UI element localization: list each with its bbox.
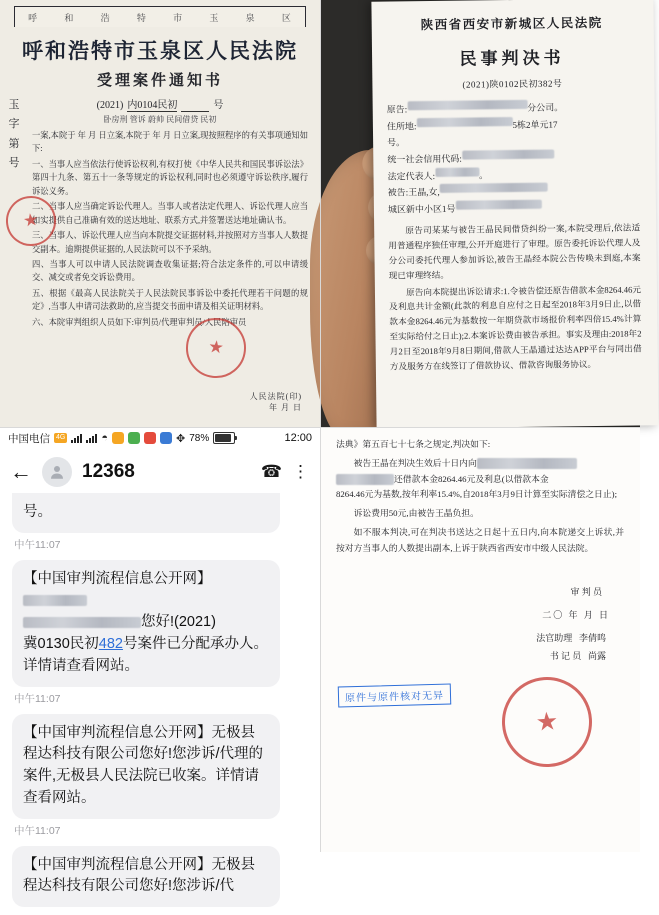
message-bubble[interactable] xyxy=(12,560,280,687)
party-row-defendant-address xyxy=(388,198,640,218)
judgment2-paragraph-0: 法典》第五百七十七条之规定,判决如下: xyxy=(336,439,491,449)
signal-strength-icon-2 xyxy=(86,433,97,443)
judgment-paragraph-0: 原告司某某与被告王晶民间借贷纠纷一案,本院受理后,依法适用普通程序独任审理,公开开庭进行了审理。原告委托诉讼代理人及分公司委托代理人参加诉讼,被告王晶经本院公告传唤未到庭,本案现已审理终结。 xyxy=(388,222,641,281)
bluetooth-icon: ✥ xyxy=(176,432,186,445)
signal-strength-icon xyxy=(71,433,82,443)
message-text: 【中国审判流程信息公开网】无极县程达科技有限公司您好!您涉诉/代 xyxy=(23,856,255,895)
judgment-date-line: 二〇 年 月 日 xyxy=(542,609,610,620)
message-thread[interactable] xyxy=(0,495,320,915)
footer-value-0: 李倩鸣 xyxy=(578,632,606,643)
judgment-paragraph-1: 原告向本院提出诉讼请求:1.令被告偿还原告借款本金8264.46元及利息共计金额(此款的利息自应付之日起至2018年3月9日止,以借款本金8264.46元为基数按一年期贷款市场报价利率四倍15.4%计算至实际给付之日止);2.本案诉讼费由被告承担。事实及理由:2018年2月2日至2018年9月8日期间,借款人王晶通过达达APP平台与同出借方及服务方在线签订了借款协议、借款咨询服务协议。 xyxy=(389,284,642,372)
status-bar xyxy=(0,427,320,449)
message-text-2: 冀0130民初 xyxy=(23,636,99,652)
court-seal-red-icon xyxy=(499,674,595,770)
notice-paragraph-0: 一案,本院于 年 月 日立案,本院于 年 月 日立案,现按照程序的有关事项通知如下: xyxy=(32,131,308,154)
court-name-header: 陕西省西安市新城区人民法院 xyxy=(420,15,603,33)
footer-label-0: 法官助理 xyxy=(536,632,573,643)
notice-footer-date: 年 月 日 xyxy=(269,403,302,412)
judgment2-text-defendant: 被告王晶在判决生效后十日内向 xyxy=(353,457,477,468)
footer-value-1: 尚露 xyxy=(587,650,606,661)
footer-row-assistant xyxy=(336,629,606,647)
judgment-footer xyxy=(336,629,624,665)
party-suffix-4: 。 xyxy=(478,169,489,180)
judgment-document-page2 xyxy=(320,427,640,852)
notice-footer-court: 人民法院(印) xyxy=(249,392,302,401)
message-prefix: 【中国审判流程信息公开网】 xyxy=(23,570,212,587)
message-bubble[interactable] xyxy=(12,714,280,819)
party-label-1: 住所地: xyxy=(386,120,417,132)
message-bubble[interactable] xyxy=(12,493,280,533)
notice-paragraph-2: 二、当事人应当确定诉讼代理人。当事人或者法定代理人、诉讼代理人应当如实提供自己准确有效的送达地址、联系方式,并签署送达地址确认书。 xyxy=(32,202,308,225)
case-number-link[interactable]: 482 xyxy=(98,636,123,652)
notice-footer xyxy=(0,391,320,413)
header-char-0: 呼 xyxy=(28,12,39,23)
app-badge-icon-3 xyxy=(144,432,156,444)
header-char-2: 浩 xyxy=(100,12,111,23)
clock-label: 12:00 xyxy=(284,432,312,444)
notice-body xyxy=(10,129,310,329)
panel-sms-app xyxy=(0,427,320,895)
judgment2-paragraph-3: 如不服本判决,可在判决书送达之日起十五日内,向本院递交上诉状,并按对方当事人的人数提出副本,上诉于陕西省西安市中级人民法院。 xyxy=(336,527,624,553)
battery-percent-label: 78% xyxy=(189,432,210,444)
network-type-badge: 4G xyxy=(56,434,66,441)
message-timestamp: 中午11:07 xyxy=(14,824,61,837)
case-number-line xyxy=(10,96,310,112)
redacted-text xyxy=(435,167,479,177)
notice-paragraph-5: 五、根据《最高人民法院关于人民法院民事诉讼中委托代理若干问题的规定》,当事人申请司法救助的,应当提交书面申请及相关证明材料。 xyxy=(32,288,308,312)
redacted-text xyxy=(23,617,141,628)
redacted-text xyxy=(407,100,527,110)
party-label-5: 被告:王晶,女, xyxy=(387,187,440,198)
judgment2-text-amount: 还借款本金8264.46元及利息(以借款本金 xyxy=(394,473,549,484)
mongolian-header-band xyxy=(14,6,306,27)
redacted-text xyxy=(440,183,548,193)
header-char-4: 市 xyxy=(173,12,184,23)
redacted-text xyxy=(416,117,512,127)
panel-judgment-page2 xyxy=(320,427,640,852)
message-timestamp: 中午11:07 xyxy=(14,538,61,551)
party-label-4: 法定代表人: xyxy=(387,170,436,182)
phone-screen xyxy=(0,427,320,895)
judgment-title: 民事判决书 xyxy=(459,48,565,69)
judgment-body xyxy=(388,221,642,374)
redacted-text xyxy=(462,149,554,159)
case-prefix: (2021) xyxy=(96,100,124,111)
judgment-document-page1 xyxy=(371,0,658,429)
judgment-body-page2 xyxy=(336,437,624,557)
redacted-text xyxy=(477,458,577,469)
header-char-6: 泉 xyxy=(245,12,256,23)
message-timestamp: 中午11:07 xyxy=(14,692,61,705)
seal-star-glyph-2: ★ xyxy=(208,338,224,357)
notice-paragraph-3: 三、当事人、诉讼代理人应当向本院提交证据材料,并按照对方当事人人数提交副本。逾期提供证据的,人民法院可以不予采纳。 xyxy=(32,231,308,254)
meta-text: 卧房刑 管诉 蔚帅 民间借贷 民初 xyxy=(103,115,217,124)
case-mid: 内0104民初 xyxy=(127,96,177,112)
message-bubble[interactable] xyxy=(12,846,280,908)
judgment2-paragraph-2: 诉讼费用50元,由被告王晶负担。 xyxy=(353,508,479,519)
seal-star-glyph: ★ xyxy=(23,211,39,230)
judgment-case-number: (2021)陕0102民初382号 xyxy=(462,78,563,90)
party-label-0: 原告: xyxy=(386,104,408,115)
avatar-icon[interactable] xyxy=(42,457,72,487)
header-char-5: 玉 xyxy=(209,12,220,23)
seal-star-glyph: ★ xyxy=(536,708,558,735)
app-badge-icon-1 xyxy=(112,432,124,444)
message-text: 号。 xyxy=(23,504,52,520)
document-acceptance-notice xyxy=(0,0,320,427)
panel-divider-vertical xyxy=(320,0,321,852)
back-arrow-icon[interactable]: ← xyxy=(10,459,32,484)
battery-icon xyxy=(213,432,235,444)
phone-icon[interactable]: ☎ xyxy=(260,462,282,481)
message-text-3: 号案件已分配承办人。详情请查看网站。 xyxy=(23,636,268,674)
case-blank xyxy=(181,100,209,112)
message-text-1: 您好!(2021) xyxy=(141,614,216,631)
party-suffix-1: 5栋2单元17 xyxy=(512,119,558,130)
signature-role-line: 审 判 员 xyxy=(570,586,602,597)
judgment2-text-rate: 8264.46元为基数,按年利率15.4%,自2018年3月9日计算至实际清偿之日止); xyxy=(336,489,618,500)
carrier-label: 中国电信 xyxy=(8,432,50,445)
party-label-2: 号。 xyxy=(387,137,406,148)
party-label-6: 城区新中小区1号 xyxy=(387,203,456,215)
header-char-1: 和 xyxy=(64,12,75,23)
judgment2-paragraph-1 xyxy=(336,456,624,503)
redacted-text xyxy=(455,200,541,210)
redacted-text xyxy=(336,474,394,485)
app-badge-icon-2 xyxy=(128,432,140,444)
header-char-3: 特 xyxy=(136,12,147,23)
more-options-icon[interactable]: ⋮ xyxy=(292,462,310,481)
court-name-title: 呼和浩特市玉泉区人民法院 xyxy=(22,39,298,63)
verification-stamp: 原件与原件核对无异 xyxy=(338,684,452,708)
case-suffix: 号 xyxy=(213,100,224,111)
notice-paragraph-1: 一、当事人应当依法行使诉讼权利,有权打使《中华人民共和国民事诉讼法》第四十九条、第五十一条等规定的诉讼权利,同时也必须遵守诉讼秩序,履行诉讼义务。 xyxy=(32,159,308,196)
redacted-text xyxy=(23,595,87,606)
vertical-case-label: 玉 字 第 号 xyxy=(8,99,20,169)
party-suffix-0: 分公司。 xyxy=(527,102,564,113)
panel-judgment-page1-photo xyxy=(320,0,640,427)
footer-row-clerk xyxy=(336,647,606,665)
meta-row xyxy=(10,114,310,125)
party-label-3: 统一社会信用代码: xyxy=(387,153,462,165)
panel-court-acceptance-notice xyxy=(0,0,320,427)
party-block xyxy=(387,98,640,218)
message-text: 【中国审判流程信息公开网】无极县程达科技有限公司您好!您涉诉/代理的案件,无极县人民法院已收案。详情请查看网站。 xyxy=(23,724,264,806)
document-title: 受理案件通知书 xyxy=(96,73,223,89)
notice-paragraph-6: 六、本院审判组织人员如下:审判员/代理审判员/人民陪审员 xyxy=(32,317,247,327)
wifi-icon: ◓ xyxy=(101,432,108,444)
app-badge-icon-4 xyxy=(160,432,172,444)
app-bar xyxy=(0,449,320,495)
contact-name: 12368 xyxy=(82,461,135,482)
footer-label-1: 书 记 员 xyxy=(549,650,582,661)
photo-background xyxy=(320,0,640,427)
header-char-7: 区 xyxy=(281,12,292,23)
notice-paragraph-4: 四、当事人可以申请人民法院调查收集证据;符合法定条件的,可以申请缓交、减交或者免交诉讼费用。 xyxy=(32,259,308,283)
